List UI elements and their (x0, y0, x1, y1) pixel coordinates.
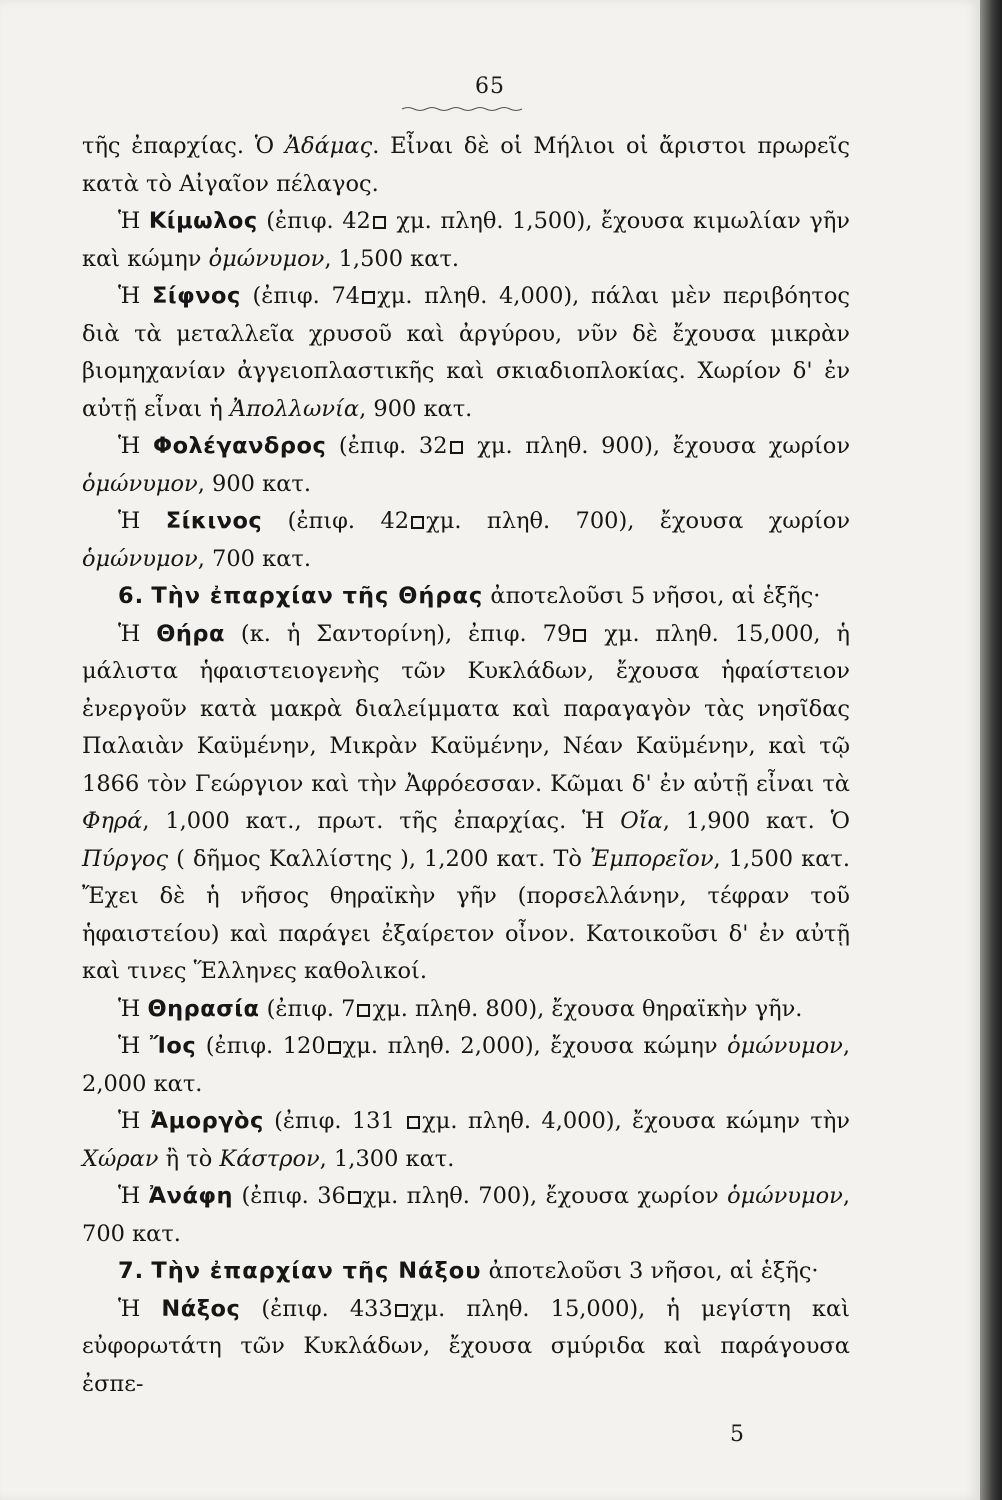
body-text (82, 128, 850, 1403)
paragraph-folegandros: Ἡ Φολέγανδρος (ἐπιφ. 32 χμ. πληθ. 900), ἔχουσα χωρίον ὁμώνυμον, 900 κατ. (82, 433, 851, 497)
square-unit-icon (411, 516, 424, 529)
island-name: Ἀνάφη (148, 1183, 234, 1209)
island-name: Κίμωλος (148, 208, 258, 234)
section-heading-thira: 6. Τὴν ἐπαρχίαν τῆς Θήρας ἀποτελοῦσι 5 νῆσοι, αἱ ἑξῆς· (118, 583, 821, 609)
square-unit-icon (348, 1191, 361, 1204)
page-edge (980, 0, 1002, 1500)
paragraph-sikinos: Ἡ Σίκινος (ἐπιφ. 42 χμ. πληθ. 700), ἔχουσα χωρίον ὁμώνυμον, 700 κατ. (82, 508, 850, 572)
island-name: Θηρασία (147, 995, 260, 1022)
square-unit-icon (395, 1304, 408, 1317)
island-name: Σίκινος (165, 508, 263, 534)
island-name: Σίφνος (151, 283, 241, 309)
paragraph: τῆς ἐπαρχίας. Ὁ Ἀδάμας. Εἶναι δὲ οἱ Μήλιοι οἱ ἄριστοι πρωρεῖς κατὰ τὸ Αἰγαῖον πέλαγος. (82, 133, 850, 197)
paragraph-thirasia: Ἡ Θηρασία (ἐπιφ. 7 χμ. πληθ. 800), ἔχουσα θηραϊκὴν γῆν. (118, 995, 803, 1022)
square-unit-icon (407, 1116, 420, 1129)
paragraph-kimolos: Ἡ Κίμωλος (ἐπιφ. 42 χμ. πληθ. 1,500), ἔχουσα κιμωλίαν γῆν καὶ κώμην ὁμώνυμον, 1,500 κατ. (82, 208, 850, 272)
square-unit-icon (373, 216, 386, 229)
header-rule-ornament (400, 106, 524, 112)
island-name: Ἴος (149, 1033, 197, 1059)
section-heading-naxos: 7. Τὴν ἐπαρχίαν τῆς Νάξου ἀποτελοῦσι 3 νῆσοι, αἱ ἑξῆς· (118, 1258, 819, 1284)
paragraph-ios: Ἡ Ἴος (ἐπιφ. 120 χμ. πληθ. 2,000), ἔχουσα κώμην ὁμώνυμον, 2,000 κατ. (82, 1033, 850, 1097)
paragraph-sifnos: Ἡ Σίφνος (ἐπιφ. 74 χμ. πληθ. 4,000), πάλαι μὲν περιβόητος διὰ τὰ μεταλλεῖα χρυσοῦ καὶ ἀργύρου, νῦν δὲ ἔχουσα μικρὰν βιομηχανίαν ἀγγειοπλαστικῆς καὶ σκιαδιοπλοκίας. Χωρίον δ' ἐν αὐτῇ εἶναι ἡ Ἀπολλωνία, 900 κατ. (82, 283, 850, 422)
page-number: 65 (475, 74, 505, 99)
square-unit-icon (573, 629, 586, 642)
paragraph-naxos: Ἡ Νάξος (ἐπιφ. 433 χμ. πληθ. 15,000), ἡ μεγίστη καὶ εὐφορωτάτη τῶν Κυκλάδων, ἔχουσα σμύριδα καὶ παράγουσα ἐσπε- (82, 1295, 850, 1397)
signature-mark: 5 (730, 1422, 744, 1447)
paragraph-thira: Ἡ Θήρα (κ. ἡ Σαντορίνη), ἐπιφ. 79 χμ. πληθ. 15,000, ἡ μάλιστα ἡφαιστειογενὴς τῶν Κυκλάδων, ἔχουσα ἡφαίστειον ἐνεργοῦν κατὰ μακρὰ διαλείμματα καὶ παραγαγὸν τὰς νησῖδας Παλαιὰν Καϋμένην, Μικρὰν Καϋμένην, Νέαν Καϋμένην, καὶ τῷ 1866 τὸν Γεώργιον καὶ τὴν Ἀφρόεσσαν. Κῶμαι δ' ἐν αὐτῇ εἶναι τὰ Φηρά, 1,000 κατ., πρωτ. τῆς ἐπαρχίας. Ἡ Οἴα, 1,900 κατ. Ὁ Πύργος ( δῆμος Καλλίστης ), 1,200 κατ. Τὸ Ἐμπορεῖον, 1,500 κατ. Ἔχει δὲ ἡ νῆσος θηραϊκὴν γῆν (πορσελλάνην, τέφραν τοῦ ἡφαιστείου) καὶ παράγει ἐξαίρετον οἶνον. Κατοικοῦσι δ' ἐν αὐτῇ καὶ τινες Ἕλληνες καθολικοί. (82, 620, 851, 984)
island-name: Θήρα (156, 620, 225, 647)
island-name: Φολέγανδρος (152, 433, 327, 459)
island-name: Ἀμοργὸς (150, 1108, 264, 1134)
island-name: Νάξος (161, 1295, 241, 1322)
paragraph-amorgos: Ἡ Ἀμοργὸς (ἐπιφ. 131 χμ. πληθ. 4,000), ἔχουσα κώμην τὴν Χώραν ἢ τὸ Κάστρον, 1,300 κατ. (82, 1108, 850, 1172)
square-unit-icon (362, 291, 375, 304)
square-unit-icon (328, 1041, 341, 1054)
square-unit-icon (357, 1004, 370, 1017)
paragraph-anafi: Ἡ Ἀνάφη (ἐπιφ. 36 χμ. πληθ. 700), ἔχουσα χωρίον ὁμώνυμον, 700 κατ. (82, 1183, 850, 1247)
square-unit-icon (450, 441, 463, 454)
